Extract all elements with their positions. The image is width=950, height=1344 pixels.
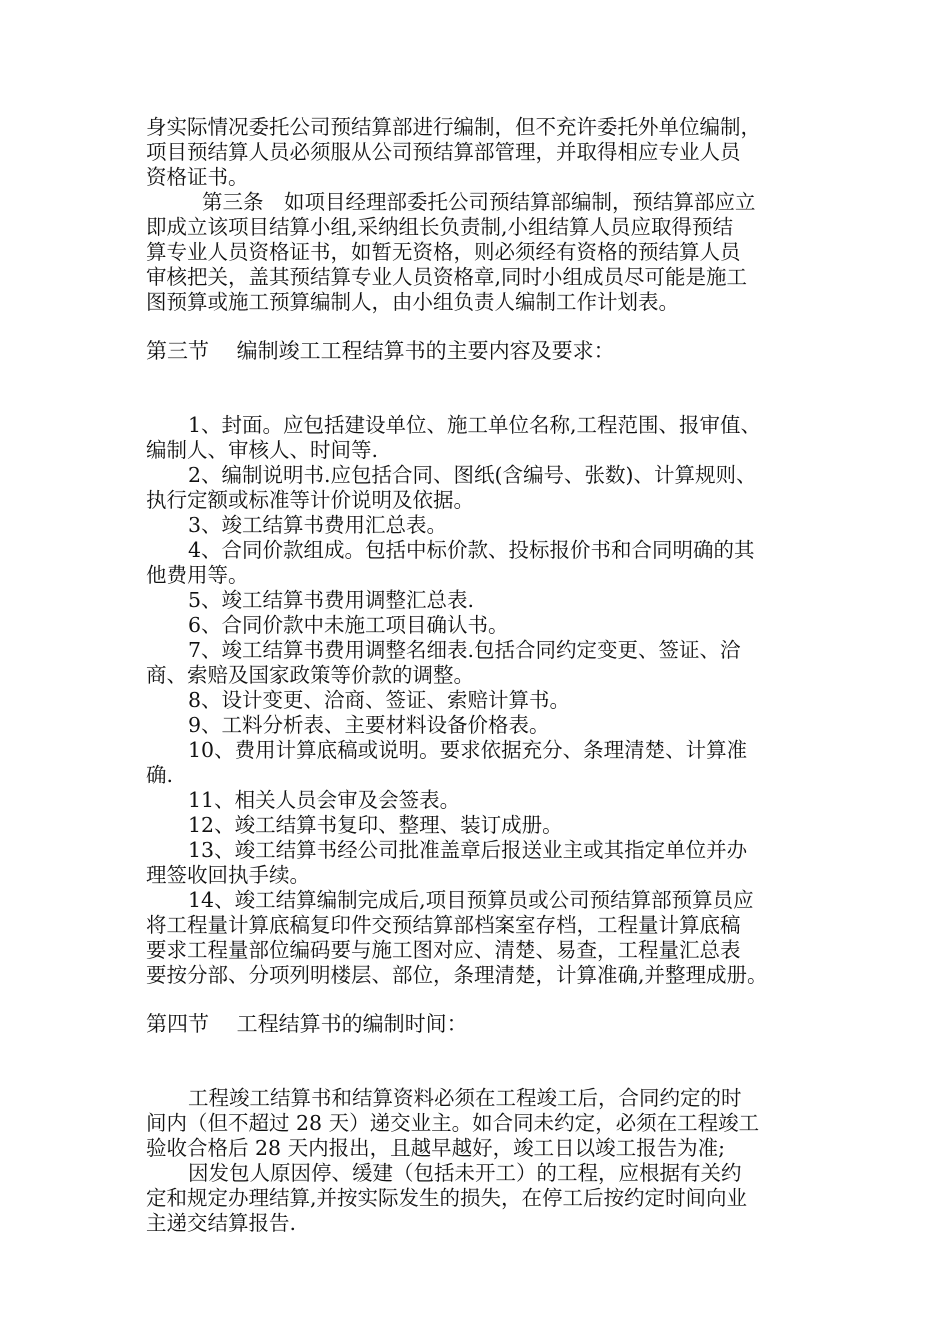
text-line: 图预算或施工预算编制人，由小组负责人编制工作计划表。	[146, 290, 679, 314]
list-item	[146, 888, 826, 988]
text-line: 定和规定办理结算,并按实际发生的损失，在停工后按约定时间向业	[146, 1186, 748, 1210]
list-item	[146, 513, 826, 538]
text-line: 因发包人原因停、缓建（包括未开工）的工程，应根据有关约	[188, 1161, 742, 1185]
paragraph-continued	[146, 115, 826, 190]
list-item	[146, 713, 826, 738]
section-heading-3: 第三节 编制竣工工程结算书的主要内容及要求：	[146, 339, 615, 363]
text-line: 要求工程量部位编码要与施工图对应、清楚、易查，工程量汇总表	[146, 938, 741, 962]
article-three-paragraph	[146, 190, 826, 315]
document-page	[146, 115, 826, 1236]
text-line: 12、竣工结算书复印、整理、装订成册。	[188, 813, 563, 837]
submission-time-paragraph	[146, 1086, 826, 1161]
text-line: 他费用等。	[146, 563, 249, 587]
text-line: 要按分部、分项列明楼层、部位，条理清楚，计算准确,并整理成册。	[146, 963, 768, 987]
text-line: 1、封面。应包括建设单位、施工单位名称,工程范围、报审值、	[188, 413, 762, 437]
text-line: 7、竣工结算书费用调整名细表.包括合同约定变更、签证、洽	[188, 638, 741, 662]
list-item	[146, 613, 826, 638]
text-line: 项目预结算人员必须服从公司预结算部管理，并取得相应专业人员	[146, 140, 741, 164]
text-line: 5、竣工结算书费用调整汇总表.	[188, 588, 475, 612]
suspension-paragraph	[146, 1161, 826, 1236]
text-line: 3、竣工结算书费用汇总表。	[188, 513, 448, 537]
text-line: 理签收回执手续。	[146, 863, 310, 887]
requirements-list	[146, 413, 826, 988]
list-item	[146, 738, 826, 788]
text-line: 身实际情况委托公司预结算部进行编制，但不充许委托外单位编制，	[146, 115, 761, 139]
text-line: 验收合格后 28 天内报出，且越早越好，竣工日以竣工报告为准;	[146, 1136, 726, 1160]
text-line: 资格证书。	[146, 165, 249, 189]
list-item	[146, 838, 826, 888]
text-line: 2、编制说明书.应包括合同、图纸(含编号、张数)、计算规则、	[188, 463, 757, 487]
text-line: 即成立该项目结算小组,采纳组长负责制,小组结算人员应取得预结	[146, 215, 734, 239]
text-line: 商、索赔及国家政策等价款的调整。	[146, 663, 474, 687]
text-line: 8、设计变更、洽商、签证、索赔计算书。	[188, 688, 571, 712]
text-line: 11、相关人员会审及会签表。	[188, 788, 461, 812]
list-item	[146, 413, 826, 463]
text-line: 14、竣工结算编制完成后,项目预算员或公司预结算部预算员应	[188, 888, 754, 912]
text-line: 6、合同价款中未施工项目确认书。	[188, 613, 509, 637]
text-line: 间内（但不超过 28 天）递交业主。如合同未约定，必须在工程竣工	[146, 1111, 760, 1135]
text-line: 4、合同价款组成。包括中标价款、投标报价书和合同明确的其	[188, 538, 755, 562]
section-heading-4: 第四节 工程结算书的编制时间：	[146, 1012, 468, 1036]
text-line: 编制人、审核人、时间等.	[146, 438, 379, 462]
text-line: 主递交结算报告.	[146, 1211, 297, 1235]
text-line: 审核把关，盖其预结算专业人员资格章,同时小组成员尽可能是施工	[146, 265, 748, 289]
text-line: 工程竣工结算书和结算资料必须在工程竣工后，合同约定的时	[188, 1086, 742, 1110]
text-line: 确.	[146, 763, 174, 787]
list-item	[146, 638, 826, 688]
list-item	[146, 788, 826, 813]
text-line: 第三条 如项目经理部委托公司预结算部编制，预结算部应立	[202, 190, 756, 214]
list-item	[146, 538, 826, 588]
text-line: 执行定额或标准等计价说明及依据。	[146, 488, 474, 512]
list-item	[146, 688, 826, 713]
text-line: 10、费用计算底稿或说明。要求依据充分、条理清楚、计算准	[188, 738, 748, 762]
text-line: 13、竣工结算书经公司批准盖章后报送业主或其指定单位并办	[188, 838, 748, 862]
list-item	[146, 813, 826, 838]
list-item	[146, 588, 826, 613]
text-line: 9、工料分析表、主要材料设备价格表。	[188, 713, 550, 737]
text-line: 将工程量计算底稿复印件交预结算部档案室存档，工程量计算底稿	[146, 913, 741, 937]
text-line: 算专业人员资格证书，如暂无资格，则必须经有资格的预结算人员	[146, 240, 741, 264]
list-item	[146, 463, 826, 513]
